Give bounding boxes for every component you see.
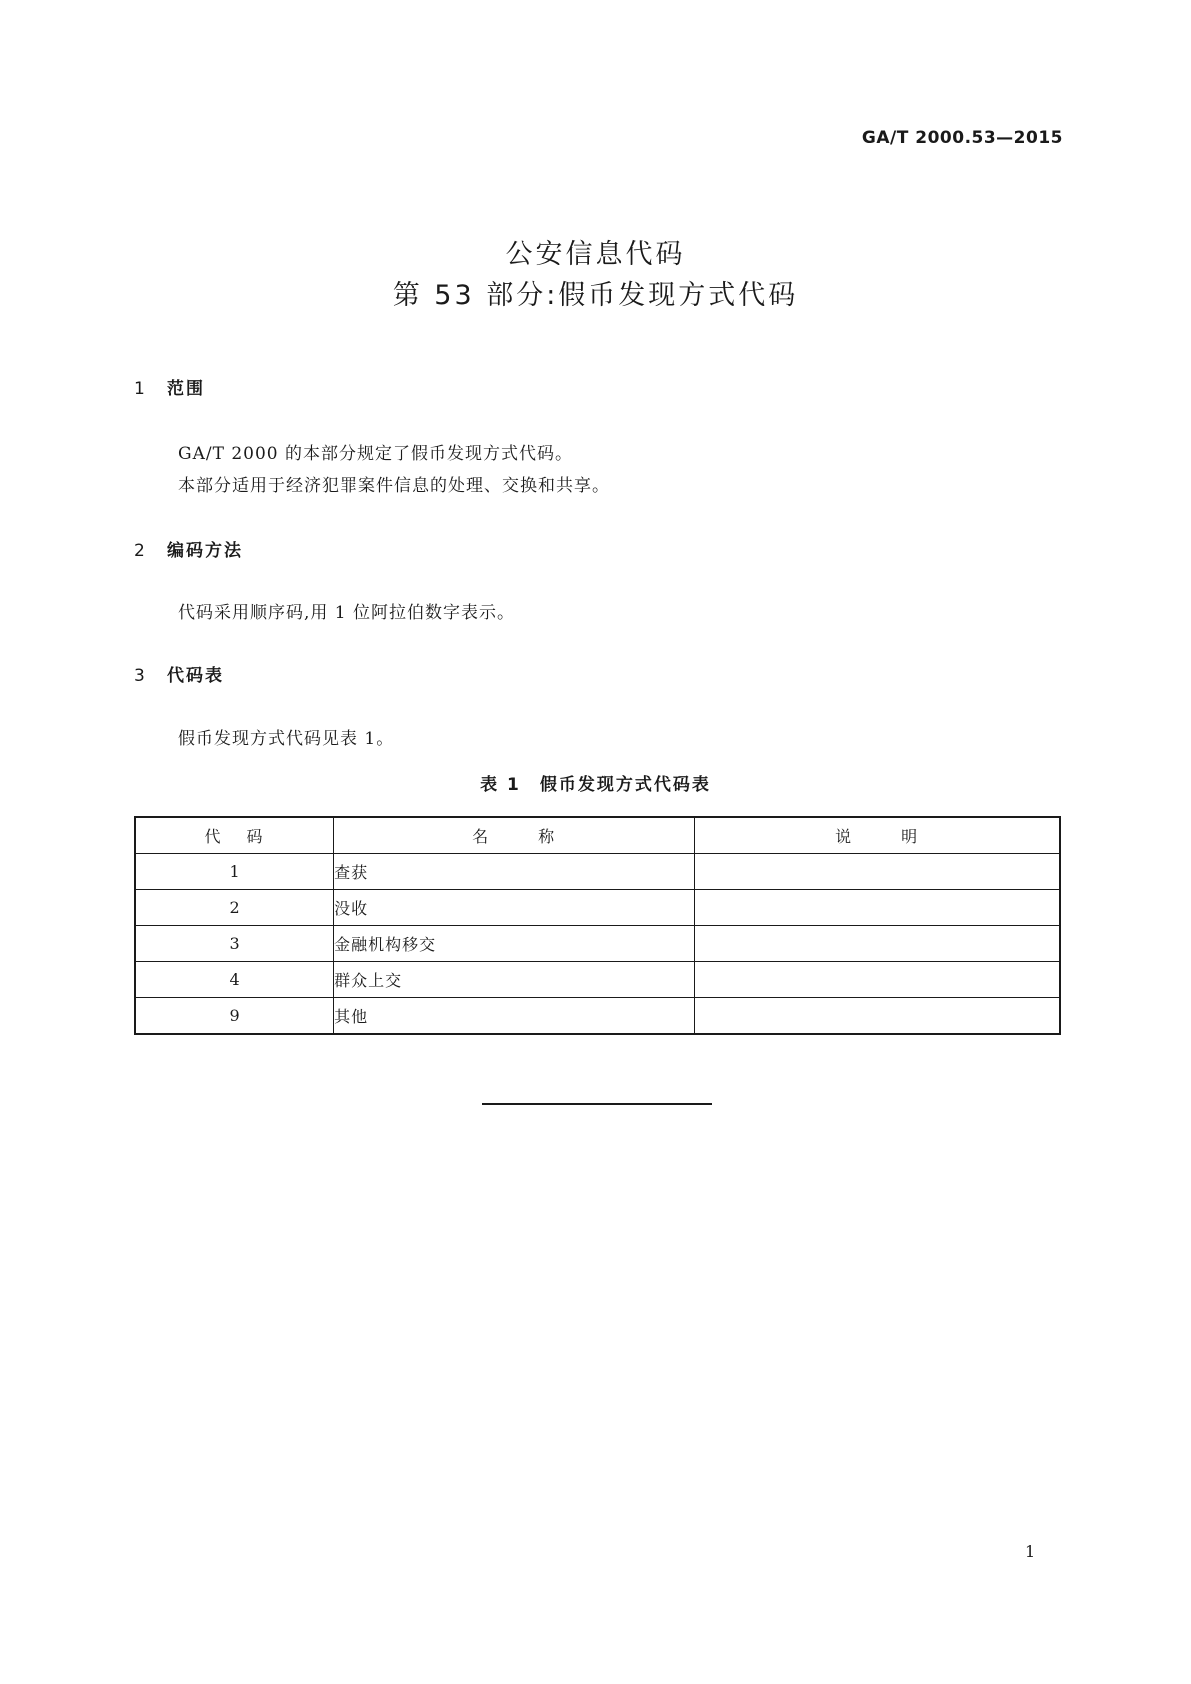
cell-code: 2 xyxy=(135,890,334,926)
document-title: 公安信息代码 xyxy=(505,239,686,270)
cell-note xyxy=(695,854,1060,890)
section-heading-coding-method xyxy=(134,536,243,561)
table-row xyxy=(135,854,1060,890)
cell-name: 金融机构移交 xyxy=(334,926,695,962)
table-header-row xyxy=(135,817,1060,854)
paragraph: 代码采用顺序码,用 1 位阿拉伯数字表示。 xyxy=(178,603,516,623)
standard-number: GA/T 2000.53—2015 xyxy=(861,128,1063,148)
section-heading-code-table xyxy=(134,661,224,686)
table-row xyxy=(135,962,1060,998)
section-title: 代码表 xyxy=(167,666,224,686)
paragraph: 假币发现方式代码见表 1。 xyxy=(178,729,395,749)
cell-name: 其他 xyxy=(334,998,695,1035)
end-of-document-rule xyxy=(482,1103,712,1105)
section-number: 2 xyxy=(134,541,147,561)
column-header-name: 名 称 xyxy=(334,817,695,854)
table-caption: 表 1 假币发现方式代码表 xyxy=(480,775,711,795)
page-number: 1 xyxy=(1025,1542,1036,1561)
paragraph: GA/T 2000 的本部分规定了假币发现方式代码。 xyxy=(178,444,573,464)
cell-code: 1 xyxy=(135,854,334,890)
cell-code: 4 xyxy=(135,962,334,998)
column-header-note: 说 明 xyxy=(695,817,1060,854)
cell-note xyxy=(695,890,1060,926)
cell-name: 没收 xyxy=(334,890,695,926)
table-row xyxy=(135,998,1060,1035)
column-header-code: 代 码 xyxy=(135,817,334,854)
cell-name: 群众上交 xyxy=(334,962,695,998)
cell-code: 9 xyxy=(135,998,334,1035)
section-number: 1 xyxy=(134,379,147,399)
section-title: 编码方法 xyxy=(167,541,243,561)
section-heading-scope xyxy=(134,374,205,399)
cell-note xyxy=(695,926,1060,962)
table-row xyxy=(135,890,1060,926)
paragraph: 本部分适用于经济犯罪案件信息的处理、交换和共享。 xyxy=(178,476,610,496)
table-row xyxy=(135,926,1060,962)
section-number: 3 xyxy=(134,666,147,686)
cell-note xyxy=(695,962,1060,998)
cell-code: 3 xyxy=(135,926,334,962)
section-title: 范围 xyxy=(167,379,205,399)
cell-note xyxy=(695,998,1060,1035)
cell-name: 查获 xyxy=(334,854,695,890)
document-subtitle: 第 53 部分:假币发现方式代码 xyxy=(392,280,799,311)
code-table xyxy=(134,816,1061,1035)
